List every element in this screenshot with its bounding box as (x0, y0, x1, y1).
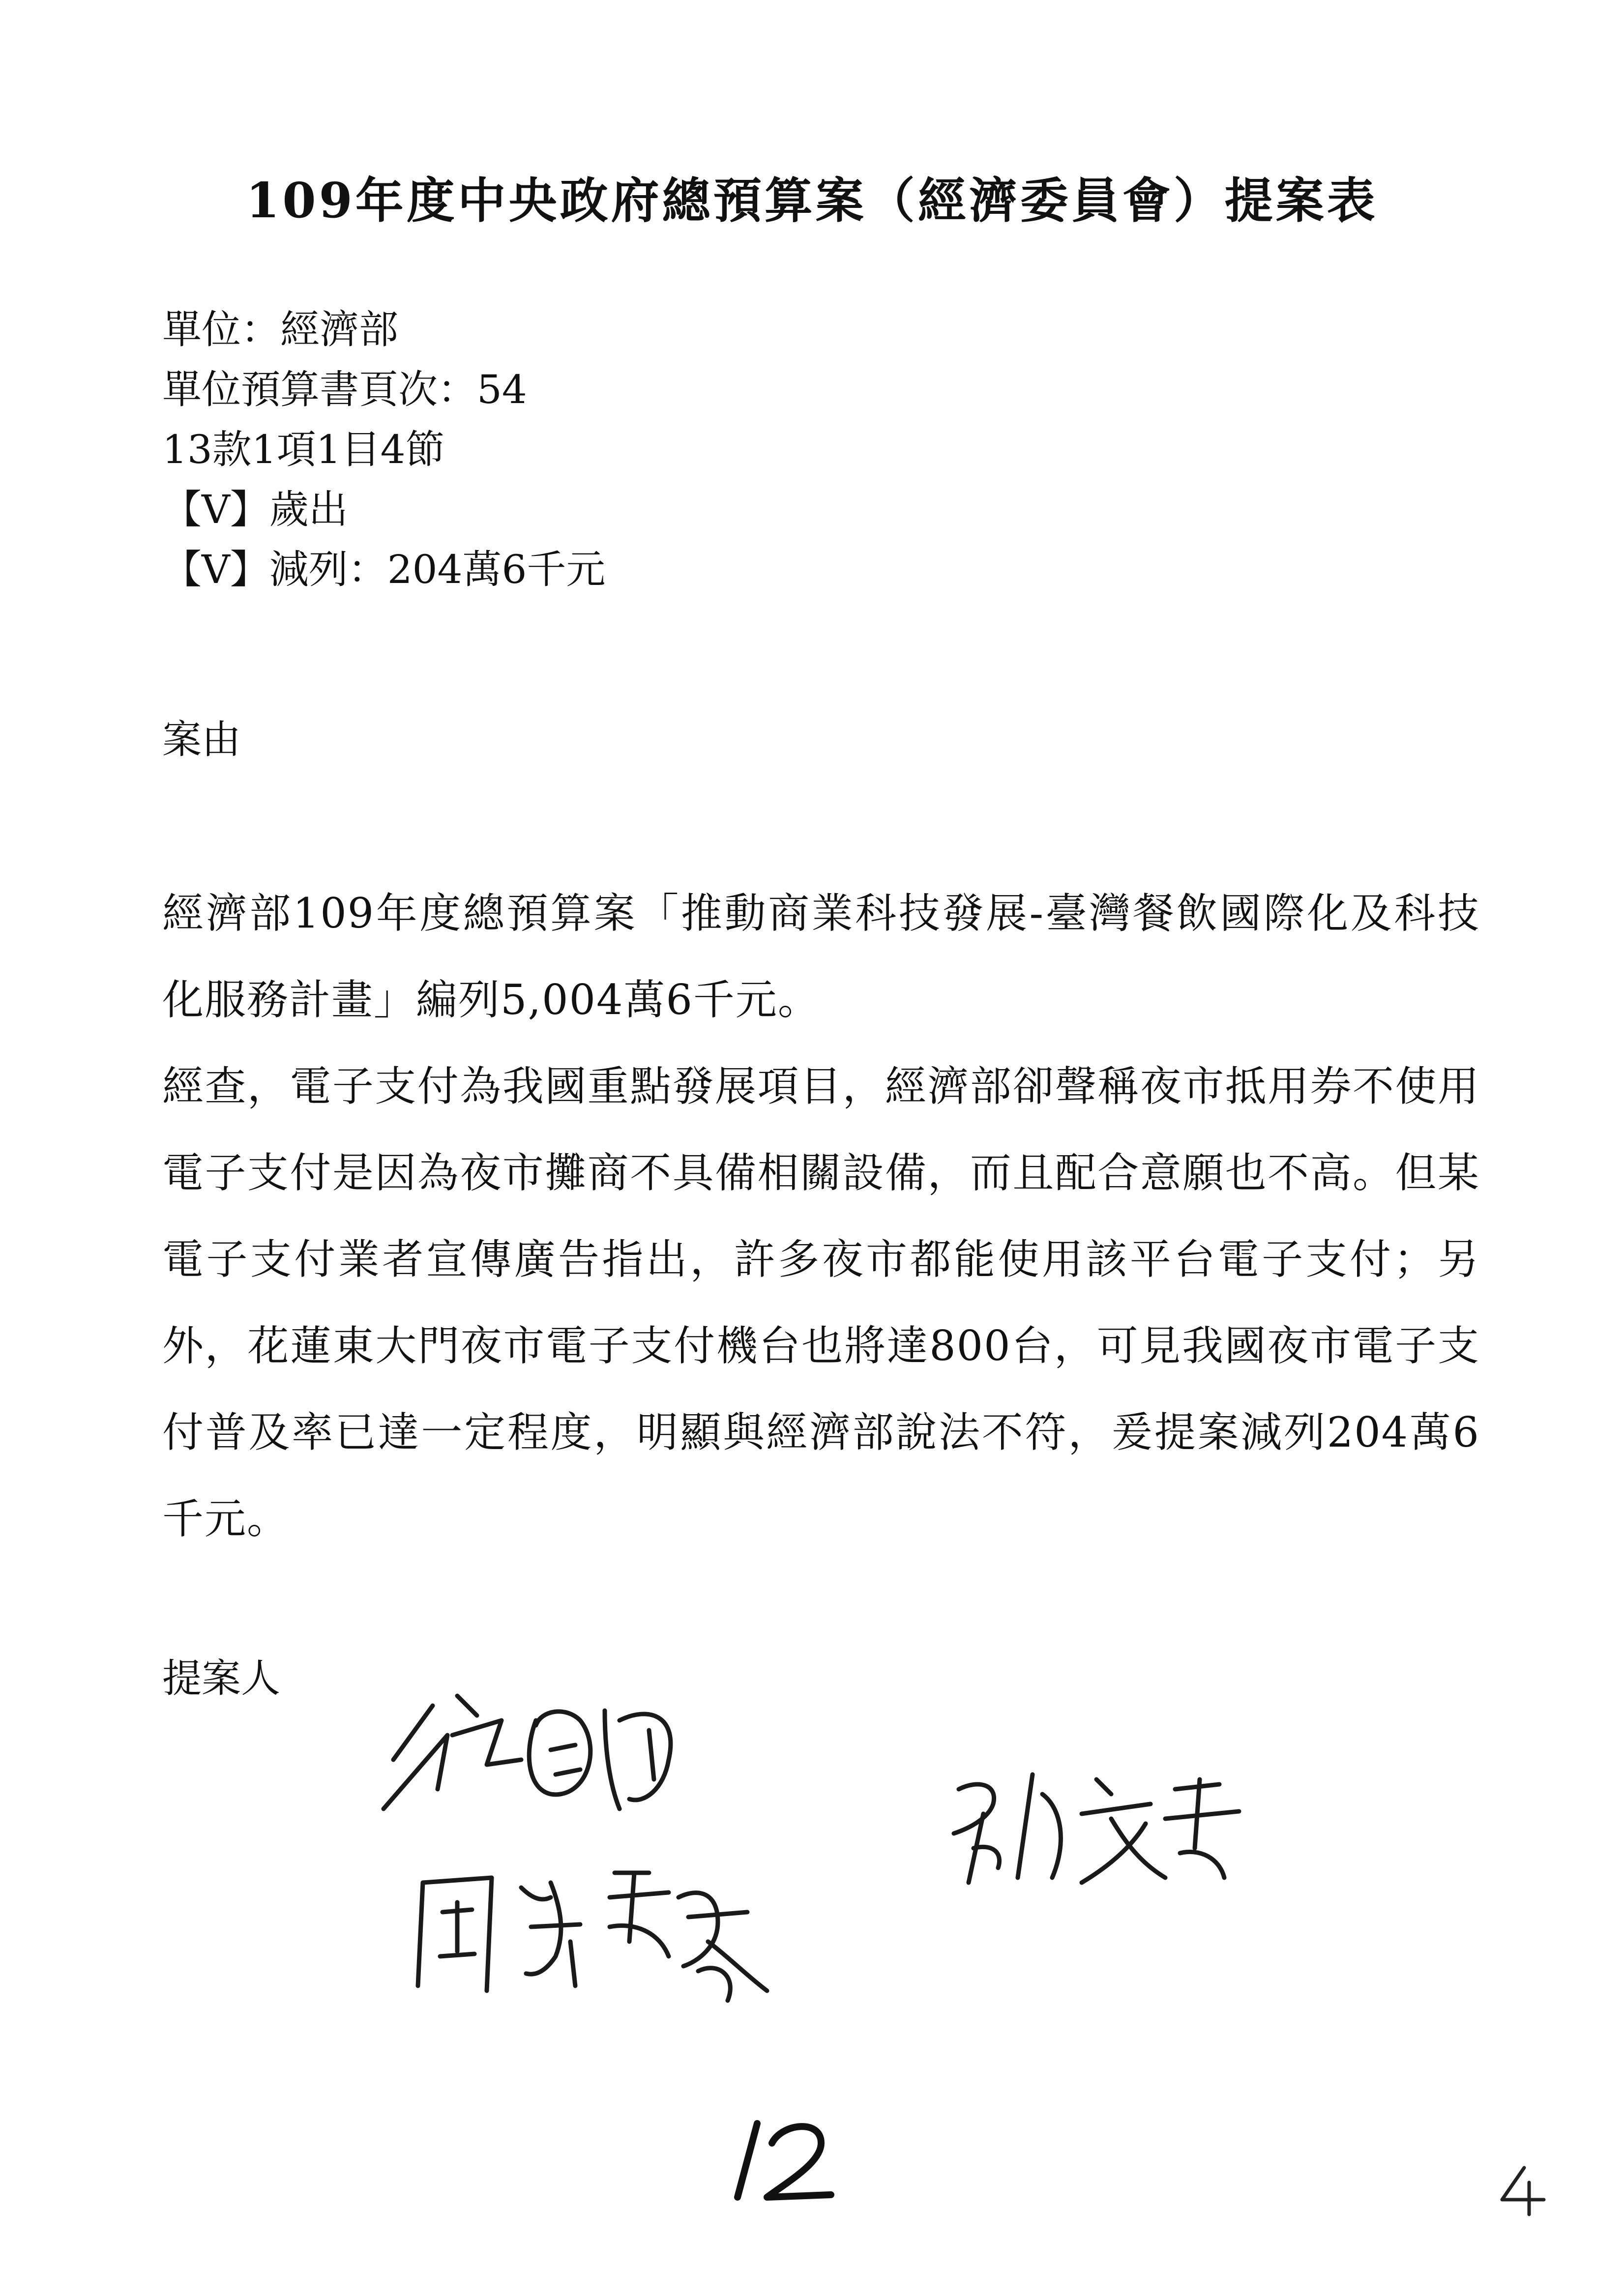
reason-paragraph-1: 經濟部109年度總預算案「推動商業科技發展-臺灣餐飲國際化及科技化服務計畫」編列5,004萬6千元。 (162, 889, 1480, 1024)
reason-paragraph-2: 經查，電子支付為我國重點發展項目，經濟部卻聲稱夜市抵用券不使用電子支付是因為夜市攤商不具備相關設備，而且配合意願也不高。但某電子支付業者宣傳廣告指出，許多夜市都能使用該平台電子支付；另外，花蓮東大門夜市電子支付機台也將達800台，可見我國夜市電子支付普及率已達一定程度，明顯與經濟部說法不符，爰提案減列204萬6千元。 (162, 1062, 1480, 1543)
page-title: 109年度中央政府總預算案（經濟委員會）提案表 (246, 173, 1378, 229)
meta-expenditure-checkbox: 【V】歲出 (162, 487, 348, 532)
handwritten-signature-2 (403, 1843, 806, 2007)
handwritten-signature-3 (934, 1750, 1269, 1899)
meta-budget-page: 單位預算書頁次：54 (162, 367, 527, 412)
handwritten-signature-1 (374, 1661, 747, 1831)
page-number (1495, 2163, 1549, 2219)
meta-unit: 單位：經濟部 (162, 307, 398, 352)
handwritten-number (723, 2114, 841, 2209)
proposal-meta (162, 300, 605, 600)
meta-item-code: 13款1項1目4節 (162, 427, 445, 472)
proposer-label: 提案人 (162, 1656, 280, 1701)
meta-reduction-checkbox: 【V】減列：204萬6千元 (162, 547, 606, 592)
reason-body (162, 870, 1480, 1562)
reason-label: 案由 (162, 717, 241, 762)
